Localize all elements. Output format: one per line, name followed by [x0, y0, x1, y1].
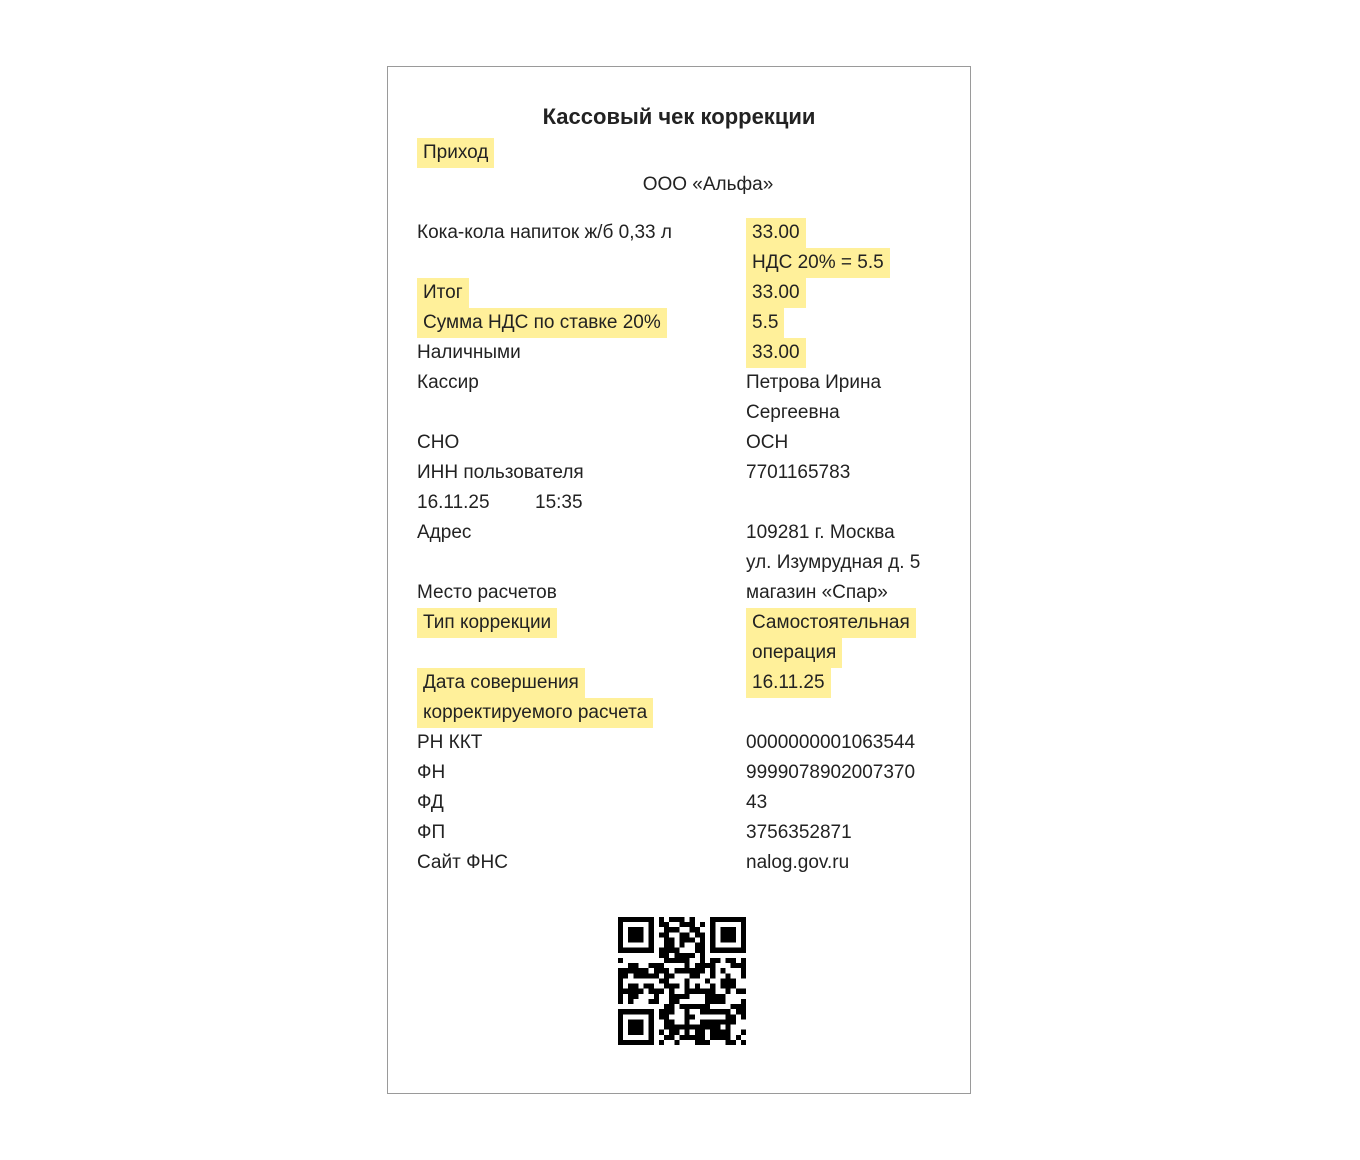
receipt-title: Кассовый чек коррекции: [542, 104, 816, 129]
place-label: Место расчетов: [417, 582, 557, 603]
vat-sum-value: 5.5: [746, 308, 784, 338]
address-line2: ул. Изумрудная д. 5: [746, 552, 921, 573]
organization-name: ООО «Альфа»: [642, 174, 774, 195]
receipt-date: 16.11.25: [417, 492, 490, 513]
cash-value: 33.00: [746, 338, 806, 368]
correction-date-label-line2: корректируемого расчета: [417, 698, 653, 728]
correction-date-value: 16.11.25: [746, 668, 831, 698]
receipt-time: 15:35: [535, 492, 583, 513]
correction-date-label-line1: Дата совершения: [417, 668, 585, 698]
item-price: 33.00: [746, 218, 806, 248]
item-vat: НДС 20% = 5.5: [746, 248, 890, 278]
cashier-name-line2: Сергеевна: [746, 402, 840, 423]
rn-kkt-value: 0000000001063544: [746, 732, 916, 753]
fn-value: 9999078902007370: [746, 762, 916, 783]
cash-label: Наличными: [417, 342, 521, 363]
qr-code-icon: [618, 917, 746, 1045]
correction-type-value-line1: Самостоятельная: [746, 608, 916, 638]
inn-label: ИНН пользователя: [417, 462, 584, 483]
correction-type-label: Тип коррекции: [417, 608, 557, 638]
address-line3: магазин «Спар»: [746, 582, 888, 603]
fd-label: ФД: [417, 792, 444, 813]
item-name: Кока-кола напиток ж/б 0,33 л: [417, 222, 672, 243]
vat-sum-label: Сумма НДС по ставке 20%: [417, 308, 667, 338]
fns-site-value: nalog.gov.ru: [746, 852, 850, 873]
tax-system-label: СНО: [417, 432, 460, 453]
fp-value: 3756352871: [746, 822, 852, 843]
receipt: [387, 66, 971, 1094]
fp-label: ФП: [417, 822, 446, 843]
fns-site-label: Сайт ФНС: [417, 852, 508, 873]
cashier-name-line1: Петрова Ирина: [746, 372, 882, 393]
cashier-label: Кассир: [417, 372, 479, 393]
tax-system-value: ОСН: [746, 432, 789, 453]
total-label: Итог: [417, 278, 469, 308]
inn-value: 7701165783: [746, 462, 851, 483]
correction-type-value-line2: операция: [746, 638, 842, 668]
address-line1: 109281 г. Москва: [746, 522, 895, 543]
total-value: 33.00: [746, 278, 806, 308]
operation-type: Приход: [417, 138, 494, 168]
fd-value: 43: [746, 792, 768, 813]
address-label: Адрес: [417, 522, 472, 543]
rn-kkt-label: РН ККТ: [417, 732, 483, 753]
fn-label: ФН: [417, 762, 446, 783]
